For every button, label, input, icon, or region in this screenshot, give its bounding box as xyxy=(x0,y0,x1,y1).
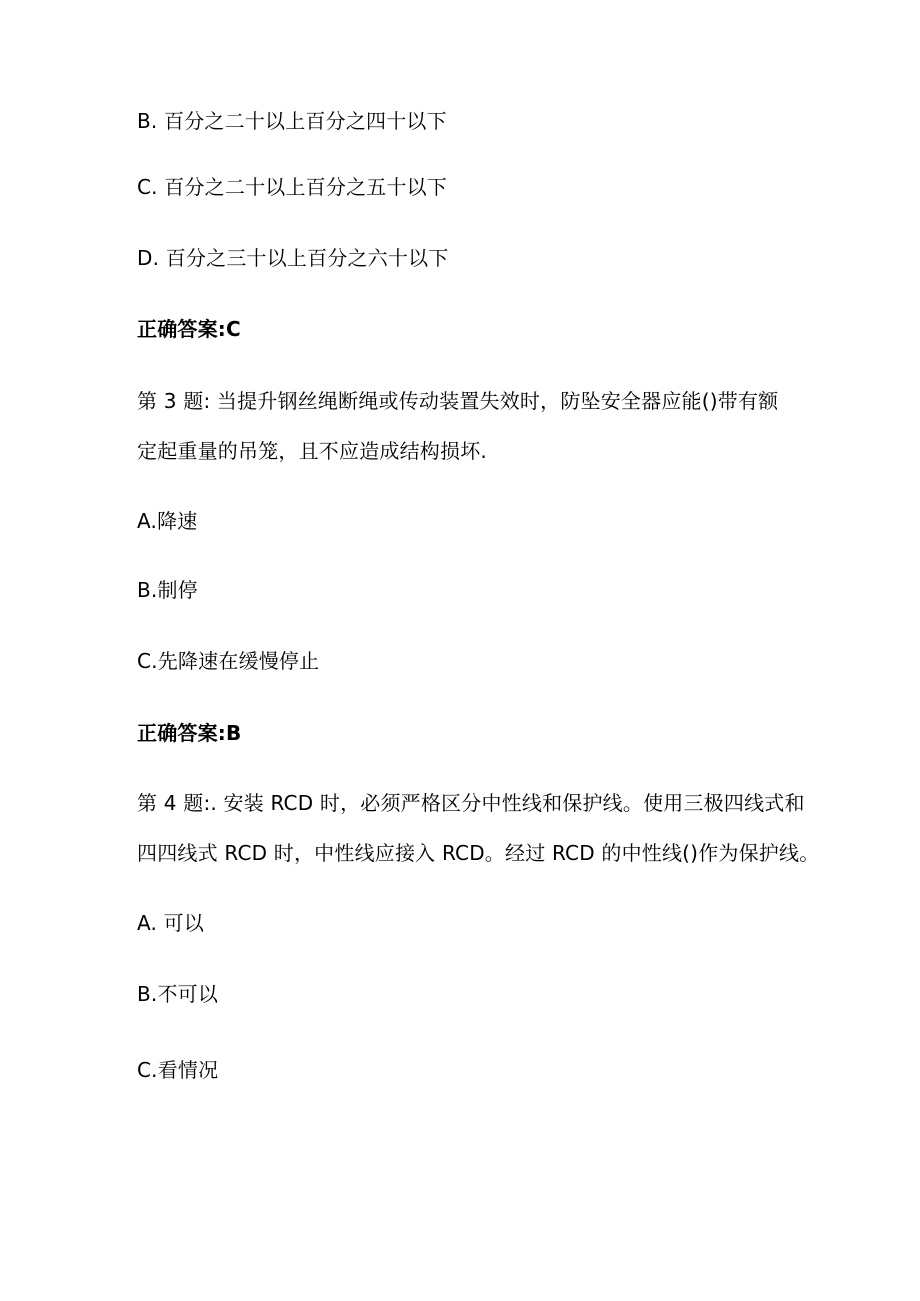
q3-option-b: B.制停 xyxy=(137,578,198,602)
q4-stem-line1: 第 4 题:. 安装 RCD 时，必须严格区分中性线和保护线。使用三极四线式和 xyxy=(137,791,805,815)
q4-option-c: C.看情况 xyxy=(137,1058,219,1082)
q4-option-a: A. 可以 xyxy=(137,911,205,935)
q4-option-b: B.不可以 xyxy=(137,982,219,1006)
q3-stem-line2: 定起重量的吊笼，且不应造成结构损坏. xyxy=(137,439,487,463)
q2-option-c: C. 百分之二十以上百分之五十以下 xyxy=(137,175,448,199)
q3-option-c: C.先降速在缓慢停止 xyxy=(137,649,320,673)
q3-option-a: A.降速 xyxy=(137,509,198,533)
q2-option-b: B. 百分之二十以上百分之四十以下 xyxy=(137,109,447,133)
q2-correct-answer: 正确答案:C xyxy=(137,317,241,341)
q2-option-d: D. 百分之三十以上百分之六十以下 xyxy=(137,246,449,270)
q3-correct-answer: 正确答案:B xyxy=(137,721,242,745)
q4-stem-line2: 四四线式 RCD 时，中性线应接入 RCD。经过 RCD 的中性线()作为保护线。 xyxy=(137,841,820,865)
q3-stem-line1: 第 3 题: 当提升钢丝绳断绳或传动装置失效时，防坠安全器应能()带有额 xyxy=(137,389,779,413)
